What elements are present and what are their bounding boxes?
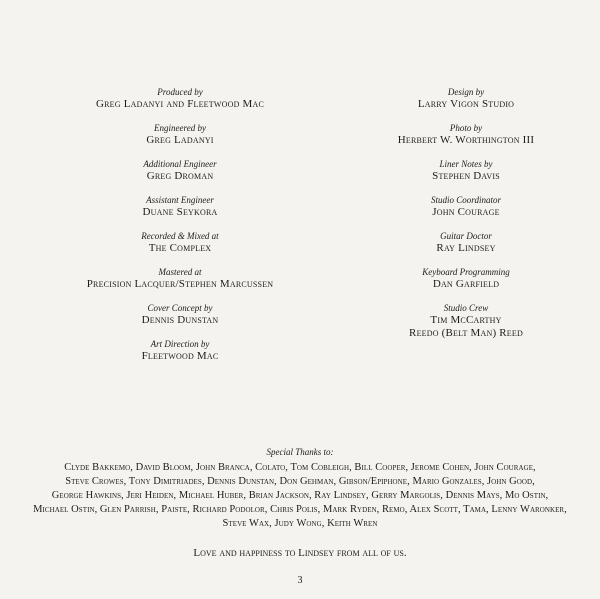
credit-block — [87, 266, 274, 291]
credit-block — [141, 230, 218, 255]
credit-name: Herbert W. Worthington III — [397, 134, 535, 146]
credit-name: Greg Ladanyi and Fleetwood Mac — [96, 98, 264, 110]
credit-role: Photo by — [449, 123, 483, 133]
credit-block — [142, 302, 219, 327]
credit-name: Greg Droman — [146, 170, 214, 182]
credit-name: Greg Ladanyi — [146, 134, 214, 146]
special-thanks-list — [8, 461, 592, 531]
credit-block — [418, 86, 514, 111]
credit-name: John Courage — [432, 206, 500, 218]
special-thanks-line: Steve Wax, Judy Wong, Keith Wren — [222, 518, 378, 529]
credit-block — [146, 122, 213, 147]
credit-role: Assistant Engineer — [146, 195, 214, 205]
credit-role: Engineered by — [154, 123, 206, 133]
credit-block — [143, 194, 218, 219]
credit-block — [142, 338, 219, 363]
special-thanks-line: Steve Crowes, Tony Dimitriades, Dennis Dunstan, Don Gehman, Gibson/Epiphone, Mario Gonzales, John Good, — [65, 476, 535, 487]
special-thanks-line: Clyde Bakkemo, David Bloom, John Branca, Colato, Tom Cobleigh, Bill Cooper, Jerome Cohen, John Courage, — [64, 462, 536, 473]
credit-role: Keyboard Programming — [422, 267, 510, 277]
page-number: 3 — [297, 575, 303, 586]
special-thanks-heading: Special Thanks to: — [266, 447, 334, 457]
right-credits-column — [326, 86, 600, 351]
credit-block — [409, 302, 523, 340]
special-thanks-line: George Hawkins, Jeri Heiden, Michael Huber, Brian Jackson, Ray Lindsey, Gerry Margolis, Dennis Mays, Mo Ostin, — [51, 490, 549, 501]
credit-role: Cover Concept by — [147, 303, 213, 313]
closing-dedication: Love and happiness to Lindsey from all of us. — [193, 547, 407, 559]
credit-name: Fleetwood Mac — [141, 350, 219, 362]
credit-name: Precision Lacquer/Stephen Marcussen — [86, 278, 274, 290]
credit-role: Art Direction by — [150, 339, 210, 349]
credit-role: Liner Notes by — [439, 159, 493, 169]
credit-role: Studio Crew — [443, 303, 489, 313]
credit-role: Design by — [447, 87, 485, 97]
credit-name: Larry Vigon Studio — [417, 98, 515, 110]
credit-role: Recorded & Mixed at — [141, 231, 219, 241]
left-credits-column — [40, 86, 320, 374]
credit-name: Dan Garfield — [432, 278, 500, 290]
credit-role: Additional Engineer — [143, 159, 217, 169]
credit-name: Ray Lindsey — [436, 242, 496, 254]
credit-name: Dennis Dunstan — [141, 314, 219, 326]
credit-block — [431, 194, 501, 219]
credit-name: Tim McCarthy — [430, 314, 502, 326]
credit-name: Stephen Davis — [432, 170, 500, 182]
credit-block — [436, 230, 495, 255]
special-thanks-line: Michael Ostin, Glen Parrish, Paiste, Richard Podolor, Chris Polis, Mark Ryden, Remo, Alex Scott, Tama, Lenny Waronker, — [33, 504, 567, 515]
credit-role: Produced by — [157, 87, 203, 97]
credit-block — [422, 266, 510, 291]
credit-name: The Complex — [148, 242, 212, 254]
credit-block — [398, 122, 535, 147]
credit-role: Mastered at — [158, 267, 202, 277]
credit-name: Duane Seykora — [142, 206, 218, 218]
credit-block — [432, 158, 500, 183]
credit-role: Guitar Doctor — [440, 231, 492, 241]
credit-role: Studio Coordinator — [431, 195, 501, 205]
credit-block — [96, 86, 264, 111]
credit-block — [143, 158, 216, 183]
credit-name: Reedo (Belt Man) Reed — [409, 327, 523, 339]
